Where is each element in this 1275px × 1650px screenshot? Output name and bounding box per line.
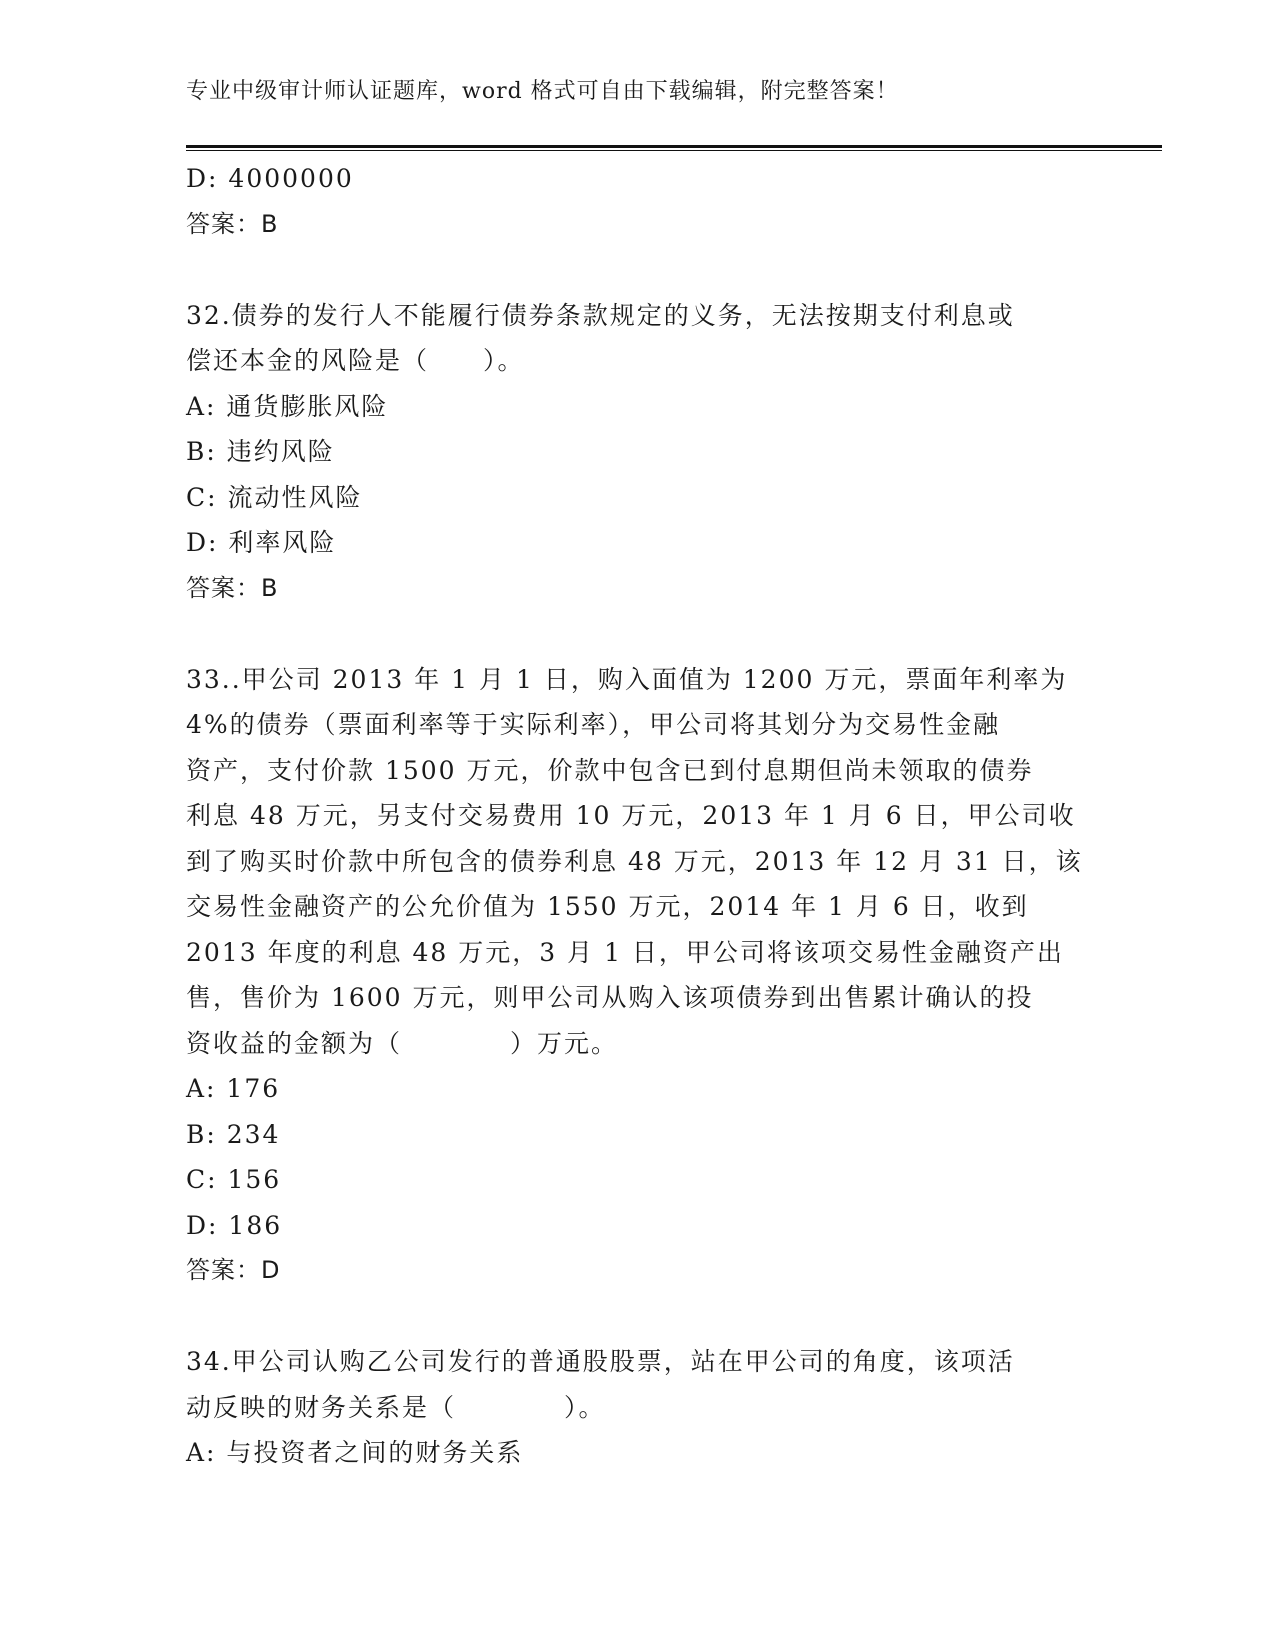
answer: 答案：B <box>186 209 279 238</box>
question-stem-line: 32.债券的发行人不能履行债券条款规定的义务，无法按期支付利息或 <box>186 300 1015 330</box>
question-stem-line: 交易性金融资产的公允价值为 1550 万元，2014 年 1 月 6 日，收到 <box>186 892 1029 921</box>
header-rule-thin <box>186 150 1162 151</box>
option-a: A: 通货膨胀风险 <box>186 391 389 421</box>
question-stem-line: 资收益的金额为（ ）万元。 <box>186 1028 619 1058</box>
question-stem-line: 售，售价为 1600 万元，则甲公司从购入该项债券到出售累计确认的投 <box>186 983 1034 1012</box>
option-b: B: 234 <box>186 1119 281 1149</box>
answer: 答案：B <box>186 573 279 602</box>
question-stem-line: 到了购买时价款中所包含的债券利息 48 万元，2013 年 12 月 31 日，该 <box>186 846 1083 876</box>
question-stem-line: 资产，支付价款 1500 万元，价款中包含已到付息期但尚未领取的债券 <box>186 755 1034 785</box>
question-stem-line: 33..甲公司 2013 年 1 月 1 日，购入面值为 1200 万元，票面年利率为 <box>186 664 1068 694</box>
question-stem-line: 34.甲公司认购乙公司发行的普通股股票，站在甲公司的角度，该项活 <box>186 1347 1015 1376</box>
question-stem-line: 动反映的财务关系是（ ）。 <box>186 1392 606 1422</box>
option-c: C: 流动性风险 <box>186 482 363 512</box>
option-d: D: 4000000 <box>186 164 354 193</box>
option-c: C: 156 <box>186 1165 282 1194</box>
header-rule-thick <box>186 145 1162 148</box>
question-stem-line: 利息 48 万元，另支付交易费用 10 万元，2013 年 1 月 6 日，甲公司收 <box>186 801 1076 830</box>
page-header: 专业中级审计师认证题库，word 格式可自由下载编辑，附完整答案！ <box>186 79 899 104</box>
question-stem-line: 偿还本金的风险是（ ）。 <box>186 346 525 375</box>
document-body <box>186 156 1086 1476</box>
option-b: B: 违约风险 <box>186 437 335 466</box>
option-a: A: 176 <box>186 1074 281 1103</box>
question-stem-line: 4%的债券（票面利率等于实际利率），甲公司将其划分为交易性金融 <box>186 710 1001 739</box>
answer: 答案：D <box>186 1256 281 1284</box>
question-stem-line: 2013 年度的利息 48 万元，3 月 1 日，甲公司将该项交易性金融资产出 <box>186 937 1064 967</box>
option-a: A: 与投资者之间的财务关系 <box>186 1438 524 1467</box>
option-d: D: 利率风险 <box>186 528 337 557</box>
option-d: D: 186 <box>186 1210 283 1240</box>
